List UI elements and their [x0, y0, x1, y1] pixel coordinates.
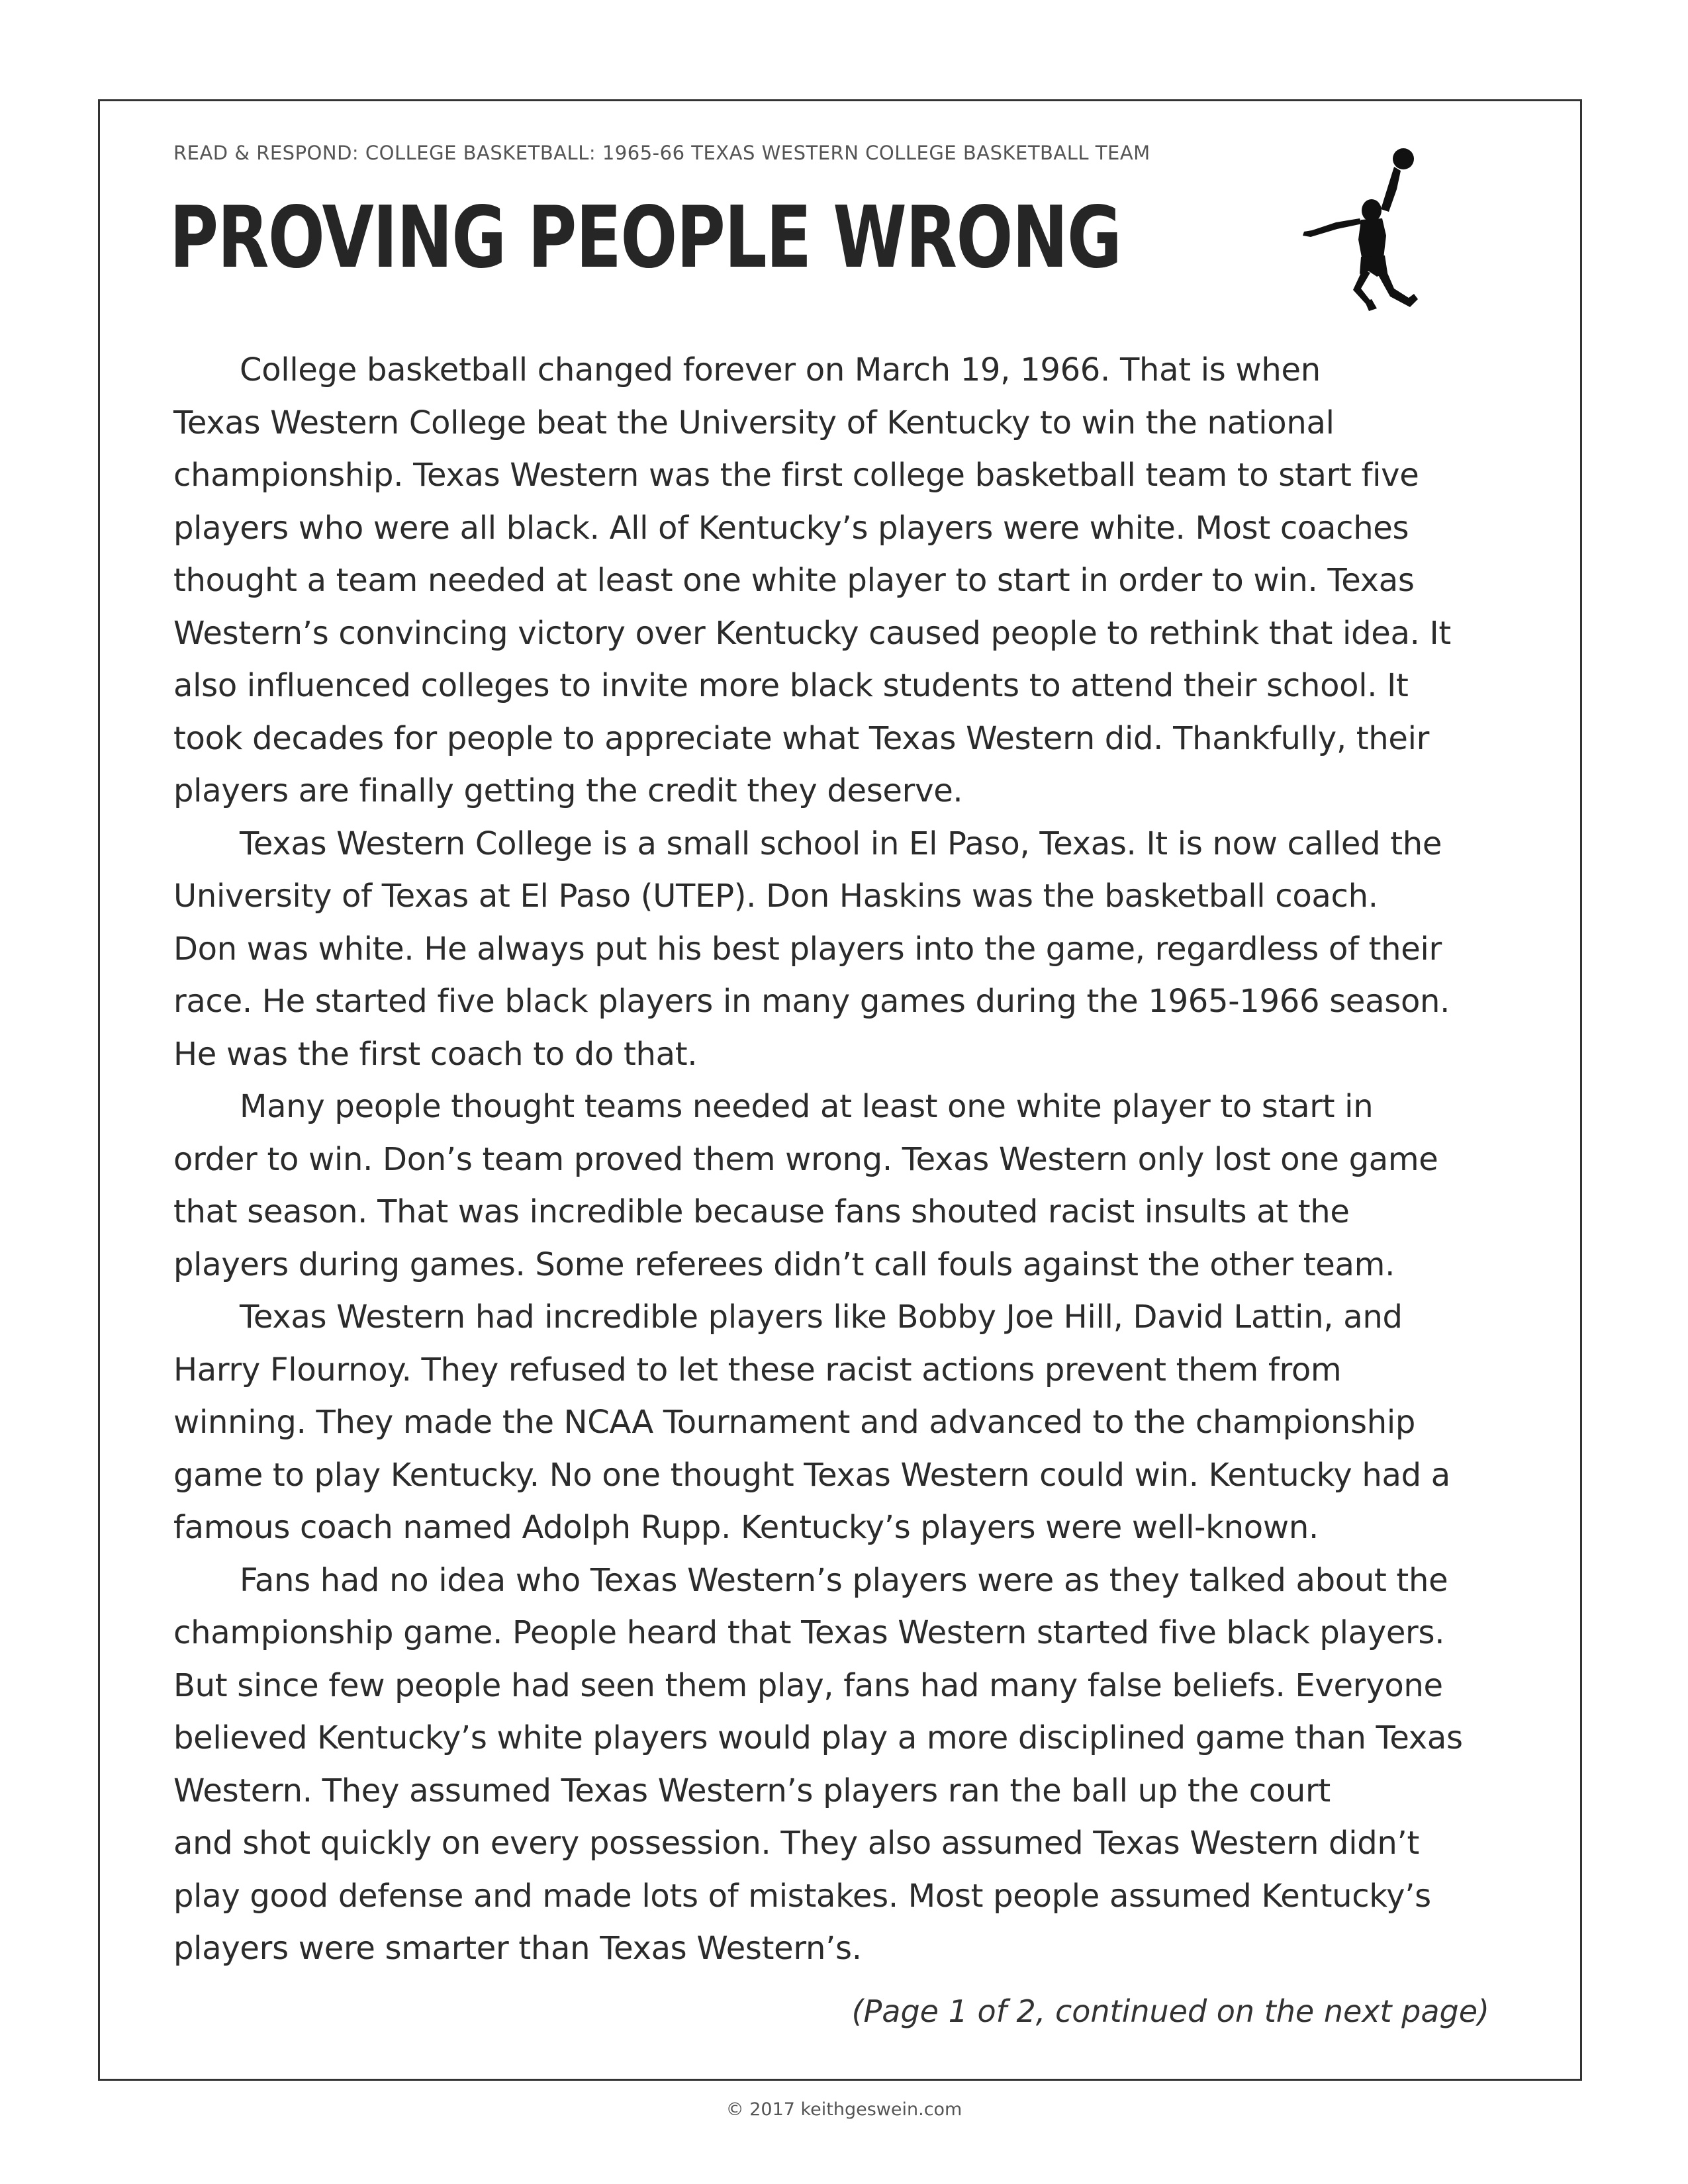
- paragraph-line: that season. That was incredible because fans shouted racist insults at the: [173, 1193, 1350, 1230]
- paragraph-line: and shot quickly on every possession. They also assumed Texas Western didn’t: [173, 1825, 1420, 1862]
- paragraph-line: thought a team needed at least one white player to start in order to win. Texas: [173, 562, 1415, 599]
- paragraph-line: players are finally getting the credit they deserve.: [173, 772, 963, 809]
- paragraph-line: winning. They made the NCAA Tournament and advanced to the championship: [173, 1404, 1416, 1441]
- paragraph-line: players who were all black. All of Kentucky’s players were white. Most coaches: [173, 509, 1409, 547]
- paragraph-line: championship game. People heard that Texas Western started five black players.: [173, 1614, 1445, 1651]
- paragraph-line: Western. They assumed Texas Western’s players ran the ball up the court: [173, 1772, 1331, 1809]
- basketball-player-icon: [1297, 147, 1456, 314]
- page-title: PROVING PEOPLE WRONG: [169, 189, 1121, 287]
- paragraph-first-line: Texas Western College is a small school in El Paso, Texas. It is now called the: [240, 825, 1442, 862]
- paragraph-line: play good defense and made lots of mistakes. Most people assumed Kentucky’s: [173, 1877, 1431, 1915]
- paragraph-line: order to win. Don’s team proved them wrong. Texas Western only lost one game: [173, 1140, 1438, 1178]
- paragraph-line: famous coach named Adolph Rupp. Kentucky’s players were well-known.: [173, 1509, 1319, 1546]
- continued-note: (Page 1 of 2, continued on the next page): [851, 1993, 1489, 2029]
- paragraph-first-line: Fans had no idea who Texas Western’s players were as they talked about the: [240, 1561, 1448, 1599]
- copyright-footer: © 2017 keithgeswein.com: [726, 2099, 962, 2120]
- paragraph-line: game to play Kentucky. No one thought Texas Western could win. Kentucky had a: [173, 1456, 1450, 1494]
- paragraph-line: took decades for people to appreciate what Texas Western did. Thankfully, their: [173, 719, 1430, 757]
- paragraph-line: also influenced colleges to invite more black students to attend their school. It: [173, 667, 1409, 704]
- paragraph-line: He was the first coach to do that.: [173, 1035, 698, 1073]
- paragraph-line: Texas Western College beat the University of Kentucky to win the national: [173, 404, 1335, 441]
- paragraph-line: believed Kentucky’s white players would play a more disciplined game than Texas: [173, 1719, 1463, 1756]
- article-body: [173, 344, 1524, 1976]
- paragraph-line: University of Texas at El Paso (UTEP). Don Haskins was the basketball coach.: [173, 878, 1378, 915]
- paragraph-first-line: Texas Western had incredible players like Bobby Joe Hill, David Lattin, and: [240, 1298, 1403, 1336]
- paragraph-line: But since few people had seen them play, fans had many false beliefs. Everyone: [173, 1666, 1443, 1704]
- paragraph-line: Western’s convincing victory over Kentucky caused people to rethink that idea. It: [173, 614, 1451, 652]
- paragraph-line: Harry Flournoy. They refused to let these racist actions prevent them from: [173, 1351, 1342, 1388]
- paragraph-first-line: Many people thought teams needed at least one white player to start in: [240, 1088, 1374, 1125]
- paragraph-line: championship. Texas Western was the first college basketball team to start five: [173, 457, 1419, 494]
- paragraph-first-line: College basketball changed forever on March 19, 1966. That is when: [240, 351, 1321, 388]
- paragraph-line: race. He started five black players in many games during the 1965-1966 season.: [173, 983, 1450, 1020]
- paragraph-line: Don was white. He always put his best players into the game, regardless of their: [173, 930, 1442, 968]
- paragraph-line: players during games. Some referees didn’t call fouls against the other team.: [173, 1246, 1395, 1283]
- category-header: READ & RESPOND: COLLEGE BASKETBALL: 1965-66 TEXAS WESTERN COLLEGE BASKETBALL TEAM: [173, 142, 1150, 164]
- paragraph-line: players were smarter than Texas Western’s.: [173, 1930, 862, 1967]
